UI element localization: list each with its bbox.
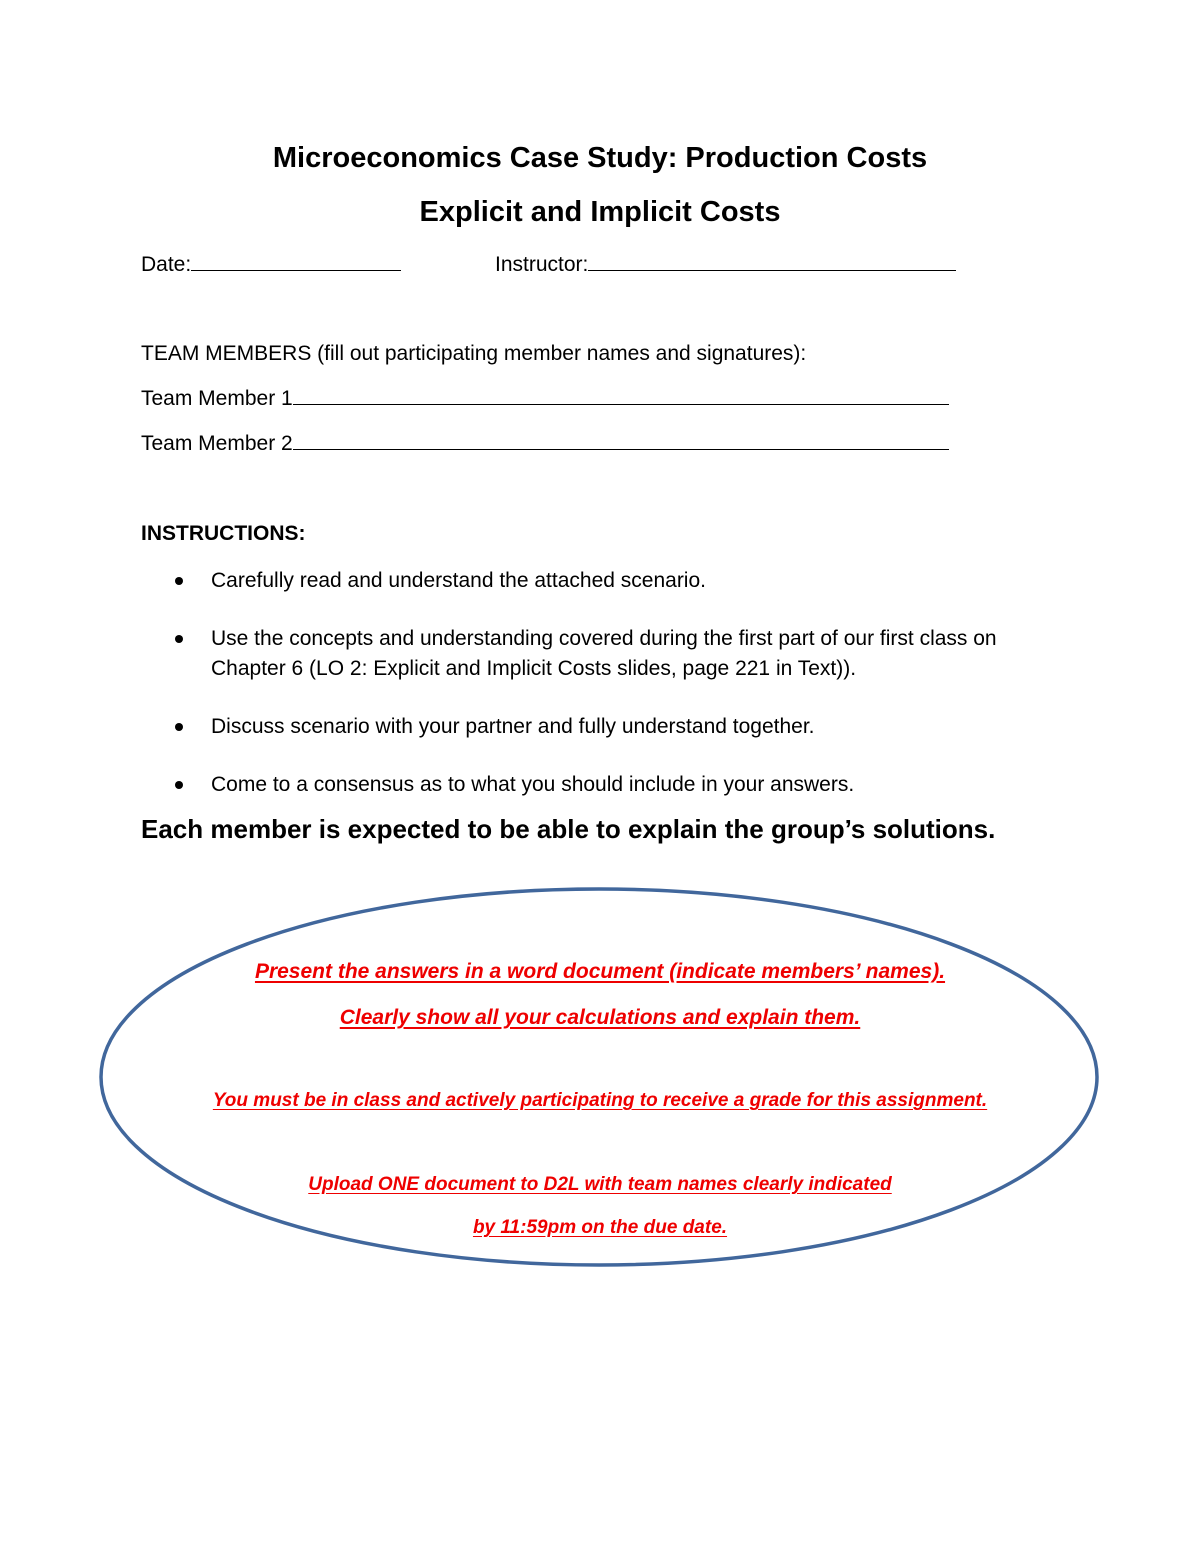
document-title: Microeconomics Case Study: Production Costs: [272, 142, 928, 174]
date-label: Date:: [141, 253, 192, 276]
notice-line-5: by 11:59pm on the due date.: [472, 1217, 728, 1238]
notice-line-3: You must be in class and actively participating to receive a grade for this assignment.: [212, 1090, 988, 1111]
notice-ellipse-outline: [101, 889, 1097, 1265]
team-members-heading: TEAM MEMBERS (fill out participating member names and signatures):: [141, 342, 807, 365]
document-subtitle: Explicit and Implicit Costs: [419, 196, 781, 228]
instruction-item: Discuss scenario with your partner and fully understand together.: [141, 712, 1071, 742]
team-member-2-label: Team Member 2: [141, 432, 293, 455]
notice-line-2: Clearly show all your calculations and explain them.: [339, 1006, 861, 1029]
instruction-item: Come to a consensus as to what you should include in your answers.: [141, 770, 1071, 800]
team-member-1-label: Team Member 1: [141, 387, 293, 410]
notice-line-4: Upload ONE document to D2L with team names clearly indicated: [308, 1174, 892, 1195]
instruction-item: Use the concepts and understanding covered during the first part of our first class on Chapter 6 (LO 2: Explicit and Implicit Costs slides, page 221 in Text)).: [141, 624, 1071, 684]
instruction-item: Carefully read and understand the attached scenario.: [141, 566, 1071, 596]
expectation-statement: Each member is expected to be able to explain the group’s solutions.: [141, 814, 996, 844]
notice-line-1: Present the answers in a word document (indicate members’ names).: [254, 960, 946, 983]
instructor-label: Instructor:: [495, 253, 589, 276]
instructions-heading: INSTRUCTIONS:: [141, 522, 306, 545]
